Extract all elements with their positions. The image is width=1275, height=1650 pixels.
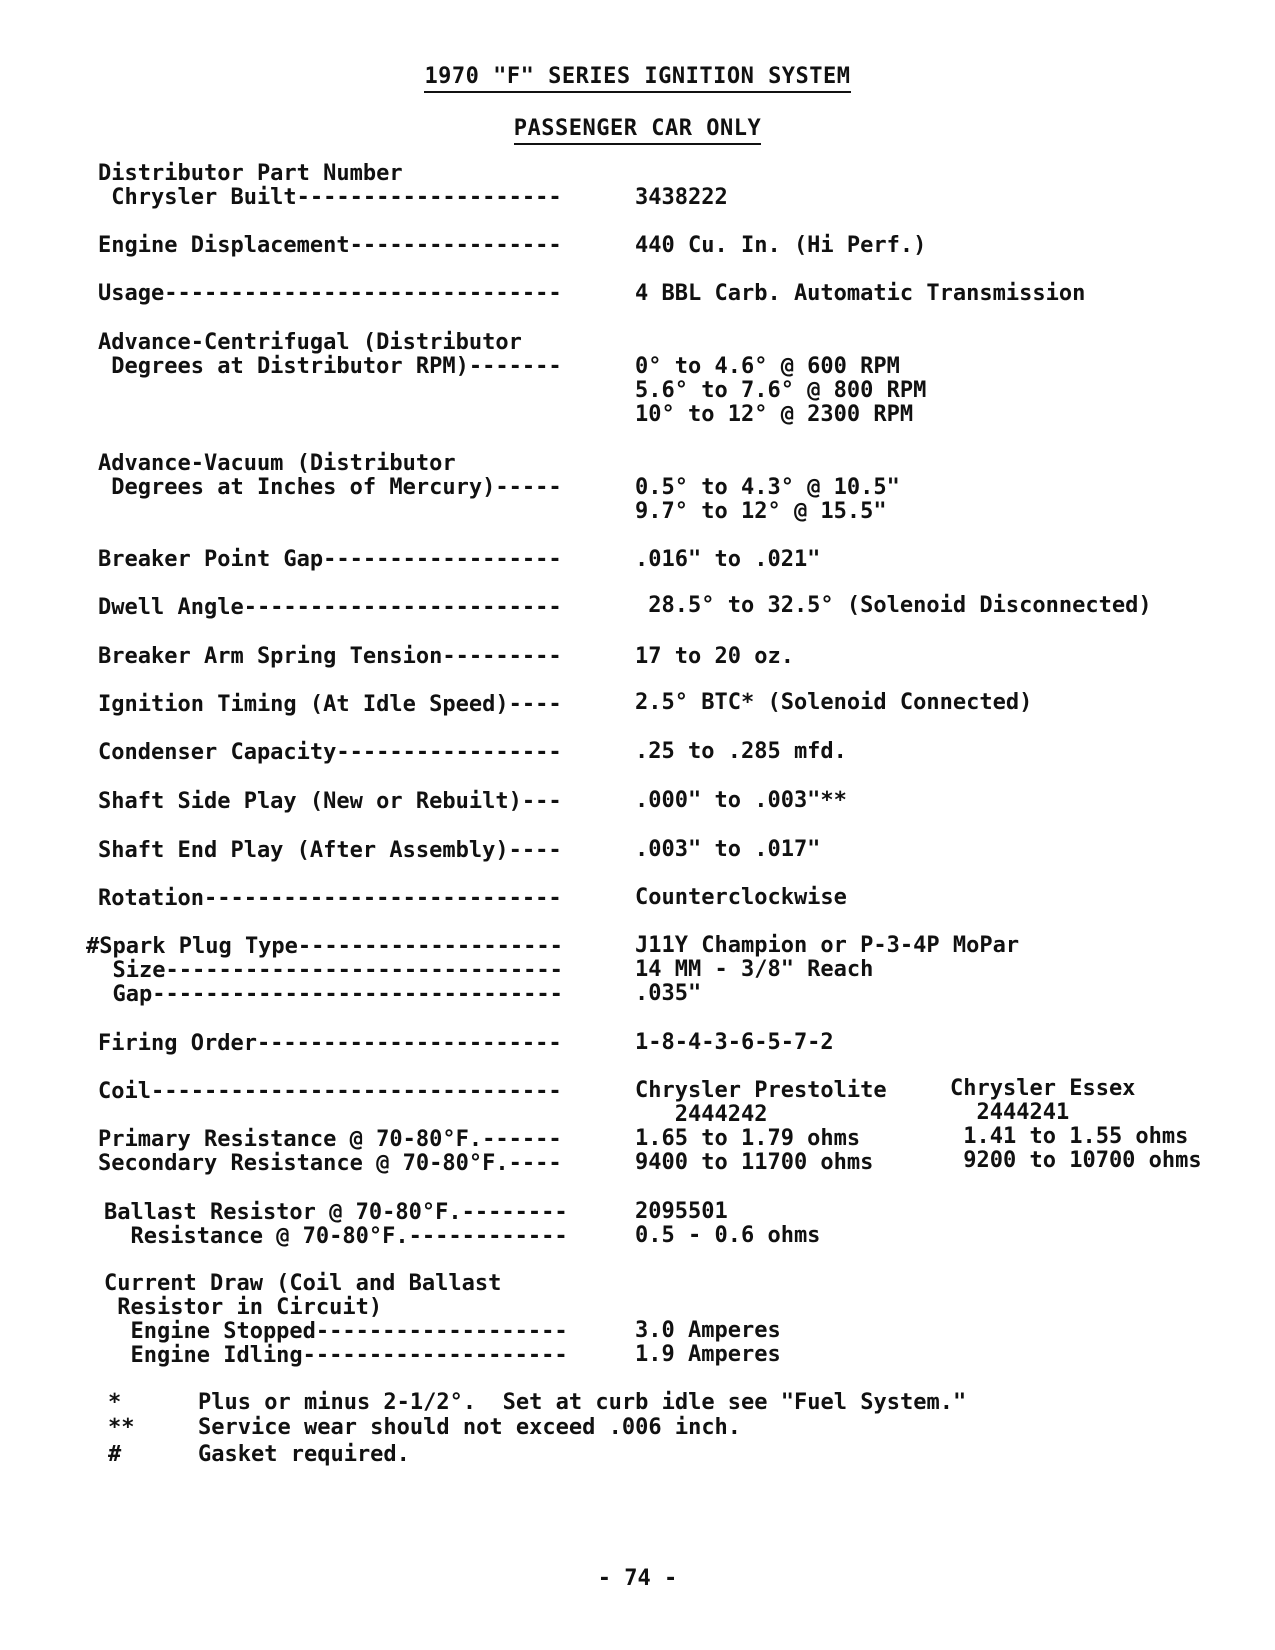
footnote-mark: # xyxy=(108,1442,122,1467)
spec-label: Gap------------------------------- xyxy=(86,982,563,1007)
engine-idling-label: Engine Idling-------------------- xyxy=(104,1343,568,1368)
spec-label: Breaker Point Gap------------------ xyxy=(98,547,562,572)
spec-label: Distributor Part Number xyxy=(98,161,403,186)
page-number: - 74 - xyxy=(597,1566,678,1591)
spec-label: Advance-Centrifugal (Distributor xyxy=(98,330,522,355)
spec-label: Ignition Timing (At Idle Speed)---- xyxy=(98,692,562,717)
current-draw-label: Current Draw (Coil and Ballast xyxy=(104,1271,502,1296)
current-draw-label: Resistor in Circuit) xyxy=(104,1295,383,1320)
page-subtitle xyxy=(0,116,1275,141)
page-subtitle-text: PASSENGER CAR ONLY xyxy=(514,116,761,145)
ballast-resistance-label: Resistance @ 70-80°F.------------ xyxy=(104,1224,568,1249)
engine-stopped-value: 3.0 Amperes xyxy=(635,1318,781,1343)
spec-label: Usage------------------------------ xyxy=(98,281,562,306)
coil-prestolite-part: 2444242 xyxy=(635,1102,768,1127)
spec-label: #Spark Plug Type-------------------- xyxy=(86,934,563,959)
spec-label: Degrees at Distributor RPM)------- xyxy=(98,354,562,379)
spec-value: 440 Cu. In. (Hi Perf.) xyxy=(635,233,927,258)
spec-value: 0.5° to 4.3° @ 10.5" xyxy=(635,475,900,500)
spec-value: .000" to .003"** xyxy=(635,788,847,813)
spec-value: 10° to 12° @ 2300 RPM xyxy=(635,402,914,427)
coil-essex-part: 2444241 xyxy=(950,1100,1070,1125)
spec-label: Shaft Side Play (New or Rebuilt)--- xyxy=(98,789,562,814)
spec-value: .035" xyxy=(635,981,702,1006)
coil-essex-name: Chrysler Essex xyxy=(950,1076,1136,1101)
spec-value: J11Y Champion or P-3-4P MoPar xyxy=(635,933,1020,958)
spec-value: 5.6° to 7.6° @ 800 RPM xyxy=(635,378,927,403)
secondary-resistance-label: Secondary Resistance @ 70-80°F.---- xyxy=(98,1151,562,1176)
spec-label: Condenser Capacity----------------- xyxy=(98,740,562,765)
primary-resistance-essex: 1.41 to 1.55 ohms xyxy=(950,1124,1189,1149)
spec-label: Dwell Angle------------------------ xyxy=(98,595,562,620)
spec-value: 2.5° BTC* (Solenoid Connected) xyxy=(635,690,1033,715)
spec-value: 17 to 20 oz. xyxy=(635,644,794,669)
spec-label: Firing Order----------------------- xyxy=(98,1031,562,1056)
spec-value: 4 BBL Carb. Automatic Transmission xyxy=(635,281,1086,306)
coil-prestolite-name: Chrysler Prestolite xyxy=(635,1078,887,1103)
primary-resistance-label: Primary Resistance @ 70-80°F.------ xyxy=(98,1127,562,1152)
spec-value: .016" to .021" xyxy=(635,547,821,572)
spec-label: Breaker Arm Spring Tension--------- xyxy=(98,644,562,669)
footnote-text: Gasket required. xyxy=(198,1442,410,1467)
spec-value: 3438222 xyxy=(635,185,728,210)
spec-value: 14 MM - 3/8" Reach xyxy=(635,957,874,982)
footnote-text: Plus or minus 2-1/2°. Set at curb idle see "Fuel System." xyxy=(198,1390,967,1415)
coil-label: Coil------------------------------- xyxy=(98,1079,562,1104)
spec-label: Rotation--------------------------- xyxy=(98,886,562,911)
spec-value: 1-8-4-3-6-5-7-2 xyxy=(635,1030,834,1055)
secondary-resistance-essex: 9200 to 10700 ohms xyxy=(950,1148,1202,1173)
spec-label: Chrysler Built-------------------- xyxy=(98,185,562,210)
primary-resistance-prestolite: 1.65 to 1.79 ohms xyxy=(635,1126,861,1151)
spec-value: 9.7° to 12° @ 15.5" xyxy=(635,499,887,524)
spec-value: .003" to .017" xyxy=(635,837,821,862)
engine-stopped-label: Engine Stopped------------------- xyxy=(104,1319,568,1344)
spec-value: 0° to 4.6° @ 600 RPM xyxy=(635,354,900,379)
footnote-mark: ** xyxy=(108,1415,135,1440)
page-title xyxy=(0,64,1275,89)
spec-value: Counterclockwise xyxy=(635,885,847,910)
spec-label: Shaft End Play (After Assembly)---- xyxy=(98,838,562,863)
spec-value: 28.5° to 32.5° (Solenoid Disconnected) xyxy=(635,593,1152,618)
spec-value: .25 to .285 mfd. xyxy=(635,739,847,764)
page-title-text: 1970 "F" SERIES IGNITION SYSTEM xyxy=(424,64,850,93)
spec-label: Advance-Vacuum (Distributor xyxy=(98,451,456,476)
ballast-label: Ballast Resistor @ 70-80°F.-------- xyxy=(104,1200,568,1225)
engine-idling-value: 1.9 Amperes xyxy=(635,1342,781,1367)
spec-label: Engine Displacement---------------- xyxy=(98,233,562,258)
footnote-text: Service wear should not exceed .006 inch. xyxy=(198,1415,742,1440)
footnote-mark: * xyxy=(108,1390,122,1415)
ballast-value: 2095501 xyxy=(635,1199,728,1224)
ballast-resistance-value: 0.5 - 0.6 ohms xyxy=(635,1223,821,1248)
spec-label: Degrees at Inches of Mercury)----- xyxy=(98,475,562,500)
secondary-resistance-prestolite: 9400 to 11700 ohms xyxy=(635,1150,874,1175)
spec-label: Size------------------------------ xyxy=(86,958,563,983)
